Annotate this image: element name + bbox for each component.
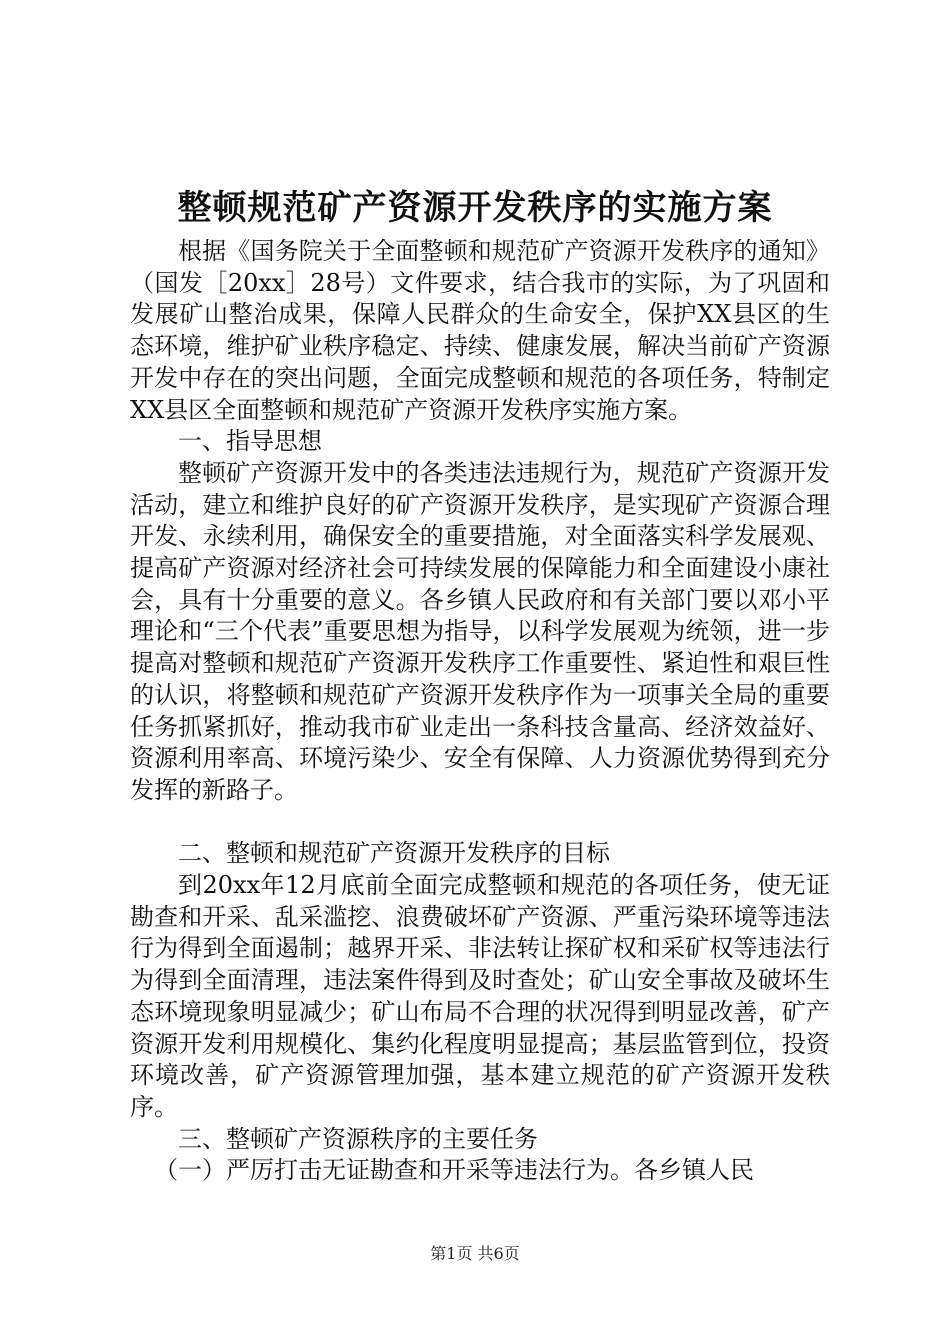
page-footer: 第1页 共6页	[430, 1244, 520, 1263]
intro-paragraph: 根据《国务院关于全面整顿和规范矿产资源开发秩序的通知》（国发［20xx］28号）文件要求，结合我市的实际，为了巩固和发展矿山整治成果，保障人民群众的生命安全，保护XX县区的生态环境，维护矿业秩序稳定、持续、健康发展，解决当前矿产资源开发中存在的突出问题，全面完成整顿和规范的各项任务，特制定XX县区全面整顿和规范矿产资源开发秩序实施方案。	[130, 237, 830, 424]
section-heading-main-tasks: 三、整顿矿产资源秩序的主要任务	[178, 1124, 538, 1153]
document-title: 整顿规范矿产资源开发秩序的实施方案	[177, 188, 773, 228]
guiding-ideology-paragraph: 整顿矿产资源开发中的各类违法违规行为，规范矿产资源开发活动，建立和维护良好的矿产资源开发秩序，是实现矿产资源合理开发、永续利用，确保安全的重要措施，对全面落实科学发展观、提高矿产资源对经济社会可持续发展的保障能力和全面建设小康社会，具有十分重要的意义。各乡镇人民政府和有关部门要以邓小平理论和“三个代表”重要思想为指导，以科学发展观为统领，进一步提高对整顿和规范矿产资源开发秩序工作重要性、紧迫性和艰巨性的认识，将整顿和规范矿产资源开发秩序作为一项事关全局的重要任务抓紧抓好，推动我市矿业走出一条科技含量高、经济效益好、资源利用率高、环境污染少、安全有保障、人力资源优势得到充分发挥的新路子。	[130, 458, 830, 804]
goals-paragraph: 到20xx年12月底前全面完成整顿和规范的各项任务，使无证勘查和开采、乱采滥挖、浪费破坏矿产资源、严重污染环境等违法行为得到全面遏制；越界开采、非法转让探矿权和采矿权等违法行为得到全面清理，违法案件得到及时查处；矿山安全事故及破坏生态环境现象明显减少；矿山布局不合理的状况得到明显改善，矿产资源开发利用规模化、集约化程度明显提高；基层监管到位，投资环境改善，矿产资源管理加强，基本建立规范的矿产资源开发秩序。	[130, 871, 830, 1121]
section-heading-guiding-ideology: 一、指导思想	[178, 427, 322, 456]
section-heading-goals: 二、整顿和规范矿产资源开发秩序的目标	[178, 839, 610, 868]
document-body	[130, 236, 830, 1187]
main-tasks-paragraph: （一）严厉打击无证勘查和开采等违法行为。各乡镇人民	[154, 1156, 754, 1185]
